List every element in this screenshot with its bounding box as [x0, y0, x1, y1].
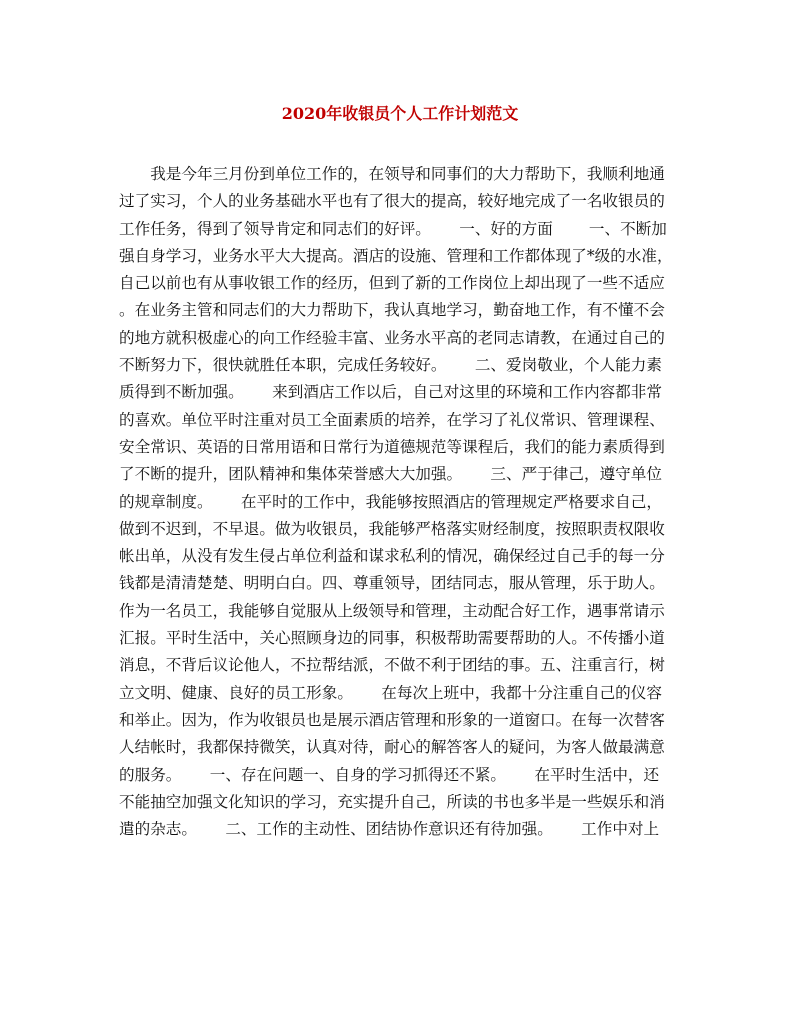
document-title: 2020年收银员个人工作计划范文 — [281, 104, 519, 123]
body-line: 了不断的提升，团队精神和集体荣誉感大大加强。 三、严于律己，遵守单位 — [119, 465, 662, 484]
body-line: 汇报。平时生活中，关心照顾身边的同事，积极帮助需要帮助的人。不传播小道 — [119, 629, 665, 648]
body-line: 做到不迟到，不早退。做为收银员，我能够严格落实财经制度，按照职责权限收 — [119, 519, 665, 538]
body-line: 。在业务主管和同志们的大力帮助下，我认真地学习，勤奋地工作，有不懂不会 — [119, 301, 665, 320]
body-line: 的规章制度。 在平时的工作中，我能够按照酒店的管理规定严格要求自己， — [119, 492, 662, 511]
body-line: 工作任务，得到了领导肯定和同志们的好评。 一、好的方面 一、不断加 — [119, 219, 667, 238]
body-line: 作为一名员工，我能够自觉服从上级领导和管理，主动配合好工作，遇事常请示 — [119, 601, 665, 620]
body-line: 安全常识、英语的日常用语和日常行为道德规范等课程后，我们的能力素质得到 — [119, 437, 665, 456]
body-line: 消息，不背后议论他人，不拉帮结派，不做不利于团结的事。五、注重言行，树 — [119, 656, 665, 675]
body-line: 的地方就积极虚心的向工作经验丰富、业务水平高的老同志请教，在通过自己的 — [119, 328, 665, 347]
body-line: 立文明、健康、良好的员工形象。 在每次上班中，我都十分注重自己的仪容 — [119, 683, 662, 702]
body-line: 帐出单，从没有发生侵占单位利益和谋求私利的情况，确保经过自己手的每一分 — [119, 547, 665, 566]
body-line: 不断努力下，很快就胜任本职，完成任务较好。 二、爱岗敬业，个人能力素 — [119, 356, 662, 375]
body-line: 钱都是清清楚楚、明明白白。四、尊重领导，团结同志，服从管理，乐于助人。 — [119, 574, 665, 593]
body-line: 和举止。因为，作为收银员也是展示酒店管理和形象的一道窗口。在每一次替客 — [119, 710, 665, 729]
body-line: 过了实习，个人的业务基础水平也有了很大的提高，较好地完成了一名收银员的 — [119, 192, 665, 211]
body-line: 遣的杂志。 二、工作的主动性、团结协作意识还有待加强。 工作中对上 — [119, 820, 660, 839]
body-line: 的服务。 一、存在问题一、自身的学习抓得还不紧。 在平时生活中，还 — [119, 765, 660, 784]
body-line: 不能抽空加强文化知识的学习，充实提升自己，所读的书也多半是一些娱乐和消 — [119, 792, 665, 811]
body-line: 人结帐时，我都保持微笑，认真对待，耐心的解答客人的疑问，为客人做最满意 — [119, 738, 665, 757]
body-line: 自己以前也有从事收银工作的经历，但到了新的工作岗位上却出现了一些不适应 — [119, 274, 665, 293]
document-body — [119, 161, 679, 843]
body-line: 强自身学习，业务水平大大提高。酒店的设施、管理和工作都体现了*级的水准， — [119, 246, 673, 265]
body-line: 的喜欢。单位平时注重对员工全面素质的培养，在学习了礼仪常识、管理课程、 — [119, 410, 665, 429]
body-line: 我是今年三月份到单位工作的，在领导和同事们的大力帮助下，我顺利地通 — [119, 165, 665, 183]
body-line: 质得到不断加强。 来到酒店工作以后，自己对这里的环境和工作内容都非常 — [119, 383, 662, 402]
